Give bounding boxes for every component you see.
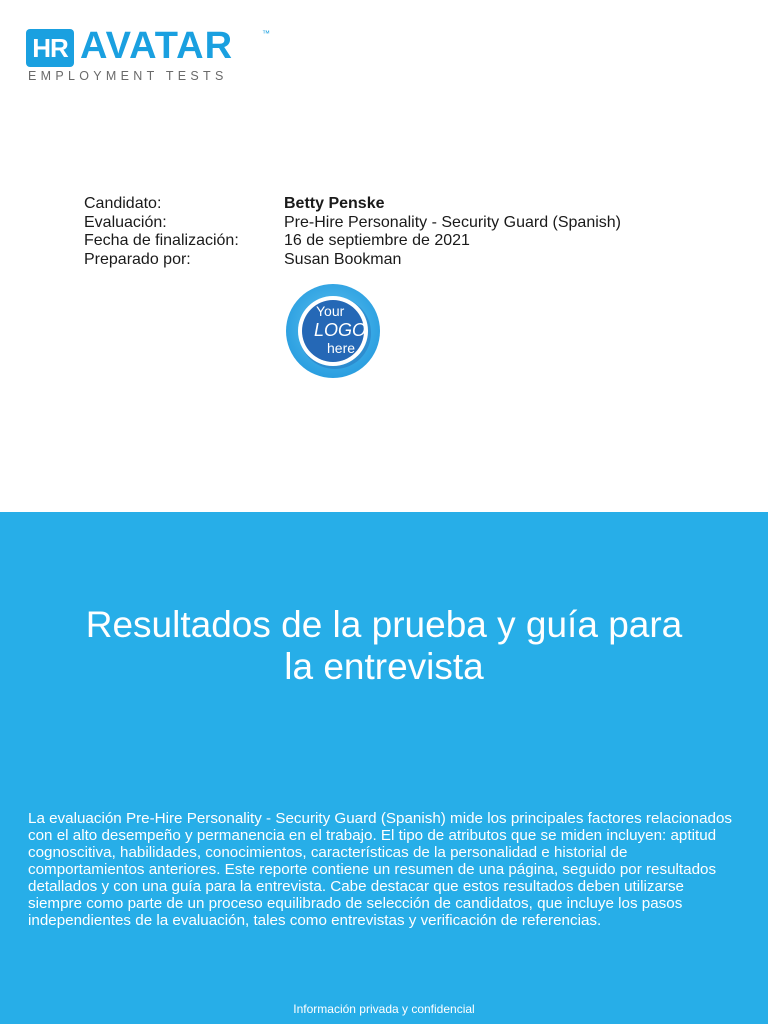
report-cover-band xyxy=(0,512,768,1024)
info-row-prepared-by xyxy=(84,251,621,270)
assessment-value: Pre-Hire Personality - Security Guard (Spanish) xyxy=(284,213,622,231)
brand-tagline: EMPLOYMENT TESTS xyxy=(28,69,228,83)
report-description: La evaluación Pre-Hire Personality - Security Guard (Spanish) mide los principales factores relacionados con el alto desempeño y permanencia en el trabajo. El tipo de atributos que se miden incluyen: aptitud cognoscitiva, habilidades, conocimientos, características de la personalidad e historial de comportamientos anteriores. Este reporte contiene un resumen de una página, seguido por resultados detallados y con una guía para la entrevista. Cabe destacar que estos resultados deben utilizarse siempre como parte de un proceso equilibrado de selección de candidatos, que incluye los pasos independientes de la evaluación, tales como entrevistas y verificación de referencias. xyxy=(28,810,733,929)
candidate-label: Candidato: xyxy=(84,195,162,212)
prepared-by-label: Preparado por: xyxy=(84,250,191,268)
candidate-value: Betty Penske xyxy=(284,195,385,212)
report-title-line1: Resultados de la prueba y guía para xyxy=(85,604,683,645)
hr-avatar-logo xyxy=(26,27,276,83)
hr-badge: HR xyxy=(26,29,74,67)
completion-date-value: 16 de septiembre de 2021 xyxy=(284,232,470,249)
info-row-assessment xyxy=(84,214,621,233)
trademark-mark: ™ xyxy=(262,29,270,38)
info-row-candidate xyxy=(84,195,621,214)
candidate-info xyxy=(84,195,621,269)
logo-text-here: here xyxy=(327,340,356,356)
report-title-line2: la entrevista xyxy=(284,646,484,687)
logo-text-your: Your xyxy=(316,303,345,319)
completion-date-label: Fecha de finalización: xyxy=(84,232,239,249)
report-title xyxy=(0,604,768,688)
info-row-completion-date xyxy=(84,232,621,251)
assessment-label: Evaluación: xyxy=(84,213,167,231)
confidentiality-footer: Información privada y confidencial xyxy=(293,1002,475,1016)
prepared-by-value: Susan Bookman xyxy=(284,250,402,268)
client-logo-placeholder xyxy=(285,283,381,379)
brand-name: AVATAR xyxy=(80,25,234,67)
logo-text-logo: LOGO xyxy=(314,320,367,340)
